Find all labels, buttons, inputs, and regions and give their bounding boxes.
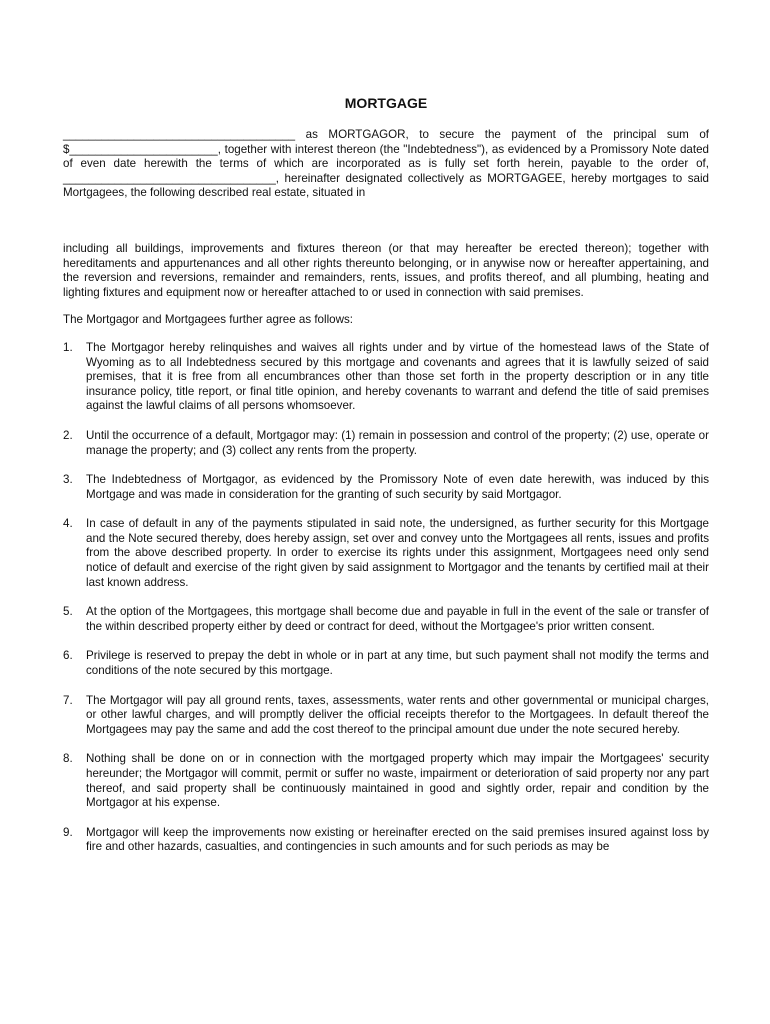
- item-number: 9.: [63, 825, 73, 839]
- list-item: [63, 826, 709, 855]
- item-text: In case of default in any of the payments stipulated in said note, the undersigned, as further security for this Mortgage and the Note secured thereby, does hereby assign, set over and convey unto the Mortgagees all rents, issues and profits from the above described property. In order to exercise its rights under this assignment, Mortgagees need only send notice of default and exercise of the right given by said assignment to Mortgagor and the tenants by certified mail at their last known address.: [86, 517, 709, 589]
- item-text: The Mortgagor will pay all ground rents, taxes, assessments, water rents and other governmental or municipal charges, or other lawful charges, and will promptly deliver the official receipts therefor to the Mortgagees. In default thereof the Mortgagees may pay the same and add the cost thereof to the principal amount due under the note secured hereby.: [86, 693, 709, 736]
- blank-space: [63, 201, 709, 242]
- list-item: [63, 429, 709, 458]
- agreement-lead-in: The Mortgagor and Mortgagees further agree as follows:: [63, 313, 353, 327]
- item-text: Until the occurrence of a default, Mortgagor may: (1) remain in possession and control of the property; (2) use, operate or manage the property; and (3) collect any rents from the property.: [86, 428, 709, 457]
- list-item: [63, 649, 709, 678]
- list-item: [63, 605, 709, 634]
- document-title: MORTGAGE: [344, 95, 428, 111]
- item-number: 6.: [63, 649, 73, 663]
- document-page: [63, 95, 709, 870]
- item-text: The Mortgagor hereby relinquishes and waives all rights under and by virtue of the homestead laws of the State of Wyoming as to all Indebtedness secured by this mortgage and covenants and agrees that it is lawfully seized of said premises, that it is free from all encumbrances other than those set forth in the property description or in any title insurance policy, title report, or final title opinion, and hereby covenants to warrant and defend the title of said premises against the lawful claims of all persons whomsoever.: [86, 340, 709, 413]
- item-number: 5.: [63, 605, 73, 619]
- item-number: 8.: [63, 752, 73, 766]
- item-text: Mortgagor will keep the improvements now existing or hereinafter erected on the said premises insured against loss by fire and other hazards, casualties, and contingencies in such amounts and for such periods as may be: [86, 825, 709, 854]
- item-number: 7.: [63, 693, 73, 707]
- covenant-list: [63, 341, 709, 855]
- list-item: [63, 473, 709, 502]
- intro-paragraph: ____________________________________ as MORTGAGOR, to secure the payment of the principal sum of $_______________________, together with interest thereon (the "Indebtedness"), as evidenced by a Promissory Note dated of even date herewith the terms of which are incorporated as is fully set forth herein, payable to the order of, _________________________________, hereinafter designated collectively as MORTGAGEE, hereby mortgages to said Mortgagees, the following described real estate, situated in: [63, 128, 709, 200]
- item-text: Privilege is reserved to prepay the debt in whole or in part at any time, but such payment shall not modify the terms and conditions of the note secured by this mortgage.: [86, 649, 709, 678]
- item-text: The Indebtedness of Mortgagor, as evidenced by the Promissory Note of even date herewith, was induced by this Mortgage and was made in consideration for the granting of such security by said Mortgagor.: [86, 473, 709, 501]
- item-number: 4.: [63, 517, 73, 531]
- list-item: [63, 694, 709, 738]
- item-number: 2.: [63, 428, 73, 442]
- list-item: [63, 341, 709, 414]
- list-item: [63, 752, 709, 810]
- item-number: 3.: [63, 473, 73, 487]
- including-paragraph: including all buildings, improvements and fixtures thereon (or that may hereafter be erected thereon); together with hereditaments and appurtenances and all other rights thereunto belonging, or in anywise now or hereafter appertaining, and the reversion and reversions, remainder and remainders, rents, issues, and profits thereof, and all plumbing, heating and lighting fixtures and equipment now or hereafter attached to or used in connection with said premises.: [63, 241, 709, 299]
- item-text: Nothing shall be done on or in connection with the mortgaged property which may impair the Mortgagees' security hereunder; the Mortgagor will commit, permit or suffer no waste, impairment or deterioration of said property nor any part thereof, and said property shall be continuously maintained in good and sightly order, repair and condition by the Mortgagor at his expense.: [86, 752, 709, 810]
- item-number: 1.: [63, 340, 73, 354]
- item-text: At the option of the Mortgagees, this mortgage shall become due and payable in full in the event of the sale or transfer of the within described property either by deed or contract for deed, without the Mortgagee's prior written consent.: [86, 605, 709, 633]
- list-item: [63, 517, 709, 590]
